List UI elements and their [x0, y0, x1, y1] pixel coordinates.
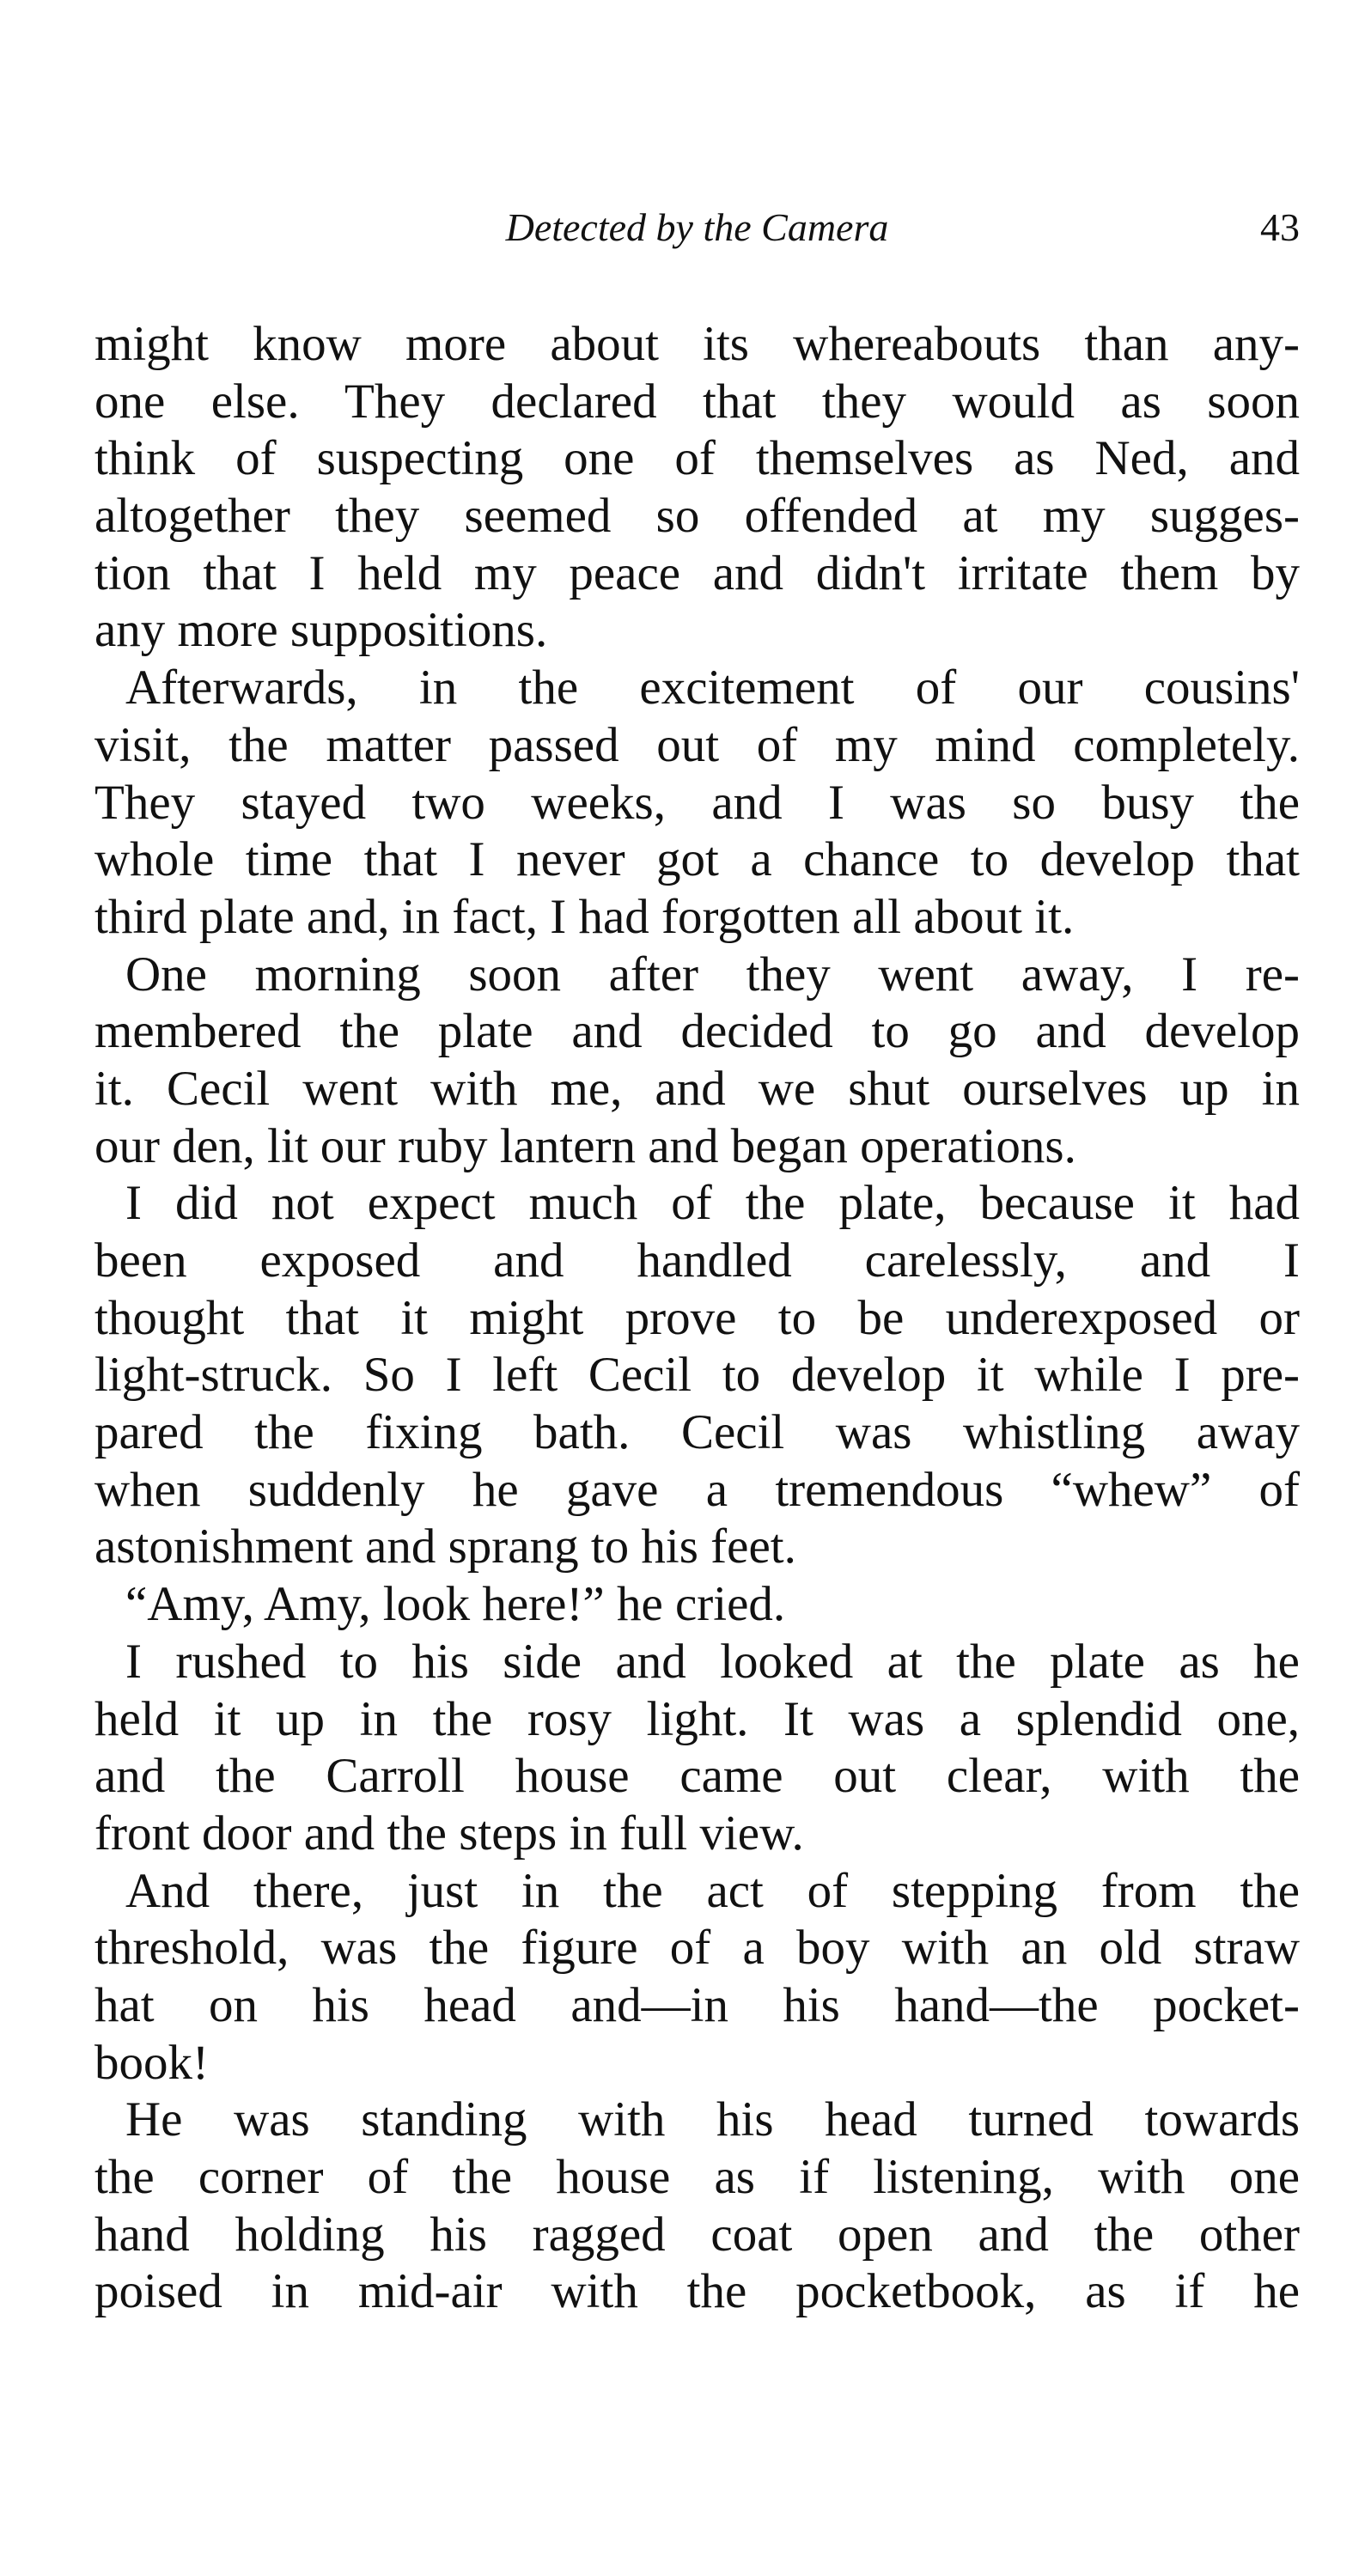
- paragraph: [94, 1576, 1300, 1634]
- page-number: 43: [1260, 205, 1300, 249]
- text-line: when suddenly he gave a tremendous “whew” of: [94, 1462, 1300, 1517]
- body-text: [94, 316, 1300, 2321]
- text-line: hat on his head and—in his hand—the pocket-: [94, 1977, 1300, 2032]
- text-line: been exposed and handled carelessly, and I: [94, 1233, 1300, 1288]
- paragraph: [94, 1863, 1300, 2092]
- text-line: poised in mid-air with the pocketbook, as if he: [94, 2264, 1300, 2319]
- paragraph: [94, 316, 1300, 660]
- text-line: might know more about its whereabouts than any-: [94, 317, 1300, 371]
- paragraph: [94, 2092, 1300, 2321]
- text-line: whole time that I never got a chance to develop that: [94, 832, 1300, 887]
- text-line: “Amy, Amy, look here!” he cried.: [125, 1577, 786, 1632]
- text-line: I did not expect much of the plate, because it had: [125, 1176, 1300, 1231]
- text-line: front door and the steps in full view.: [94, 1806, 804, 1860]
- text-line: and the Carroll house came out clear, with the: [94, 1749, 1300, 1804]
- text-line: hand holding his ragged coat open and the other: [94, 2207, 1300, 2262]
- text-line: think of suspecting one of themselves as Ned, and: [94, 431, 1300, 486]
- text-line: visit, the matter passed out of my mind completely.: [94, 717, 1300, 772]
- running-header: [94, 204, 1300, 256]
- text-line: membered the plate and decided to go and develop: [94, 1004, 1300, 1059]
- text-line: the corner of the house as if listening, with one: [94, 2150, 1300, 2204]
- paragraph: [94, 947, 1300, 1176]
- text-line: They stayed two weeks, and I was so busy the: [94, 775, 1300, 830]
- text-line: pared the fixing bath. Cecil was whistling away: [94, 1405, 1300, 1460]
- running-title: Detected by the Camera: [505, 205, 889, 249]
- text-line: I rushed to his side and looked at the plate as he: [125, 1634, 1300, 1689]
- text-line: thought that it might prove to be underexposed or: [94, 1290, 1300, 1345]
- text-line: one else. They declared that they would as soon: [94, 374, 1300, 429]
- text-line: Afterwards, in the excitement of our cousins': [125, 661, 1300, 716]
- text-line: any more suppositions.: [94, 603, 548, 658]
- text-line: He was standing with his head turned towards: [125, 2092, 1300, 2147]
- text-line: third plate and, in fact, I had forgotten all about it.: [94, 889, 1075, 944]
- text-line: One morning soon after they went away, I re-: [125, 947, 1300, 1002]
- text-line: held it up in the rosy light. It was a splendid one,: [94, 1691, 1300, 1746]
- text-line: our den, lit our ruby lantern and began operations.: [94, 1118, 1076, 1173]
- text-line: astonishment and sprang to his feet.: [94, 1519, 796, 1574]
- text-line: book!: [94, 2035, 209, 2090]
- paragraph: [94, 1175, 1300, 1576]
- text-line: altogether they seemed so offended at my sugges-: [94, 489, 1300, 544]
- text-line: And there, just in the act of stepping from the: [125, 1863, 1300, 1918]
- text-line: tion that I held my peace and didn't irritate them by: [94, 545, 1300, 600]
- paragraph: [94, 660, 1300, 946]
- text-line: light-struck. So I left Cecil to develop it while I pre-: [94, 1348, 1300, 1403]
- paragraph: [94, 1634, 1300, 1863]
- text-line: threshold, was the figure of a boy with an old straw: [94, 1921, 1300, 1976]
- text-line: it. Cecil went with me, and we shut ourselves up in: [94, 1061, 1300, 1116]
